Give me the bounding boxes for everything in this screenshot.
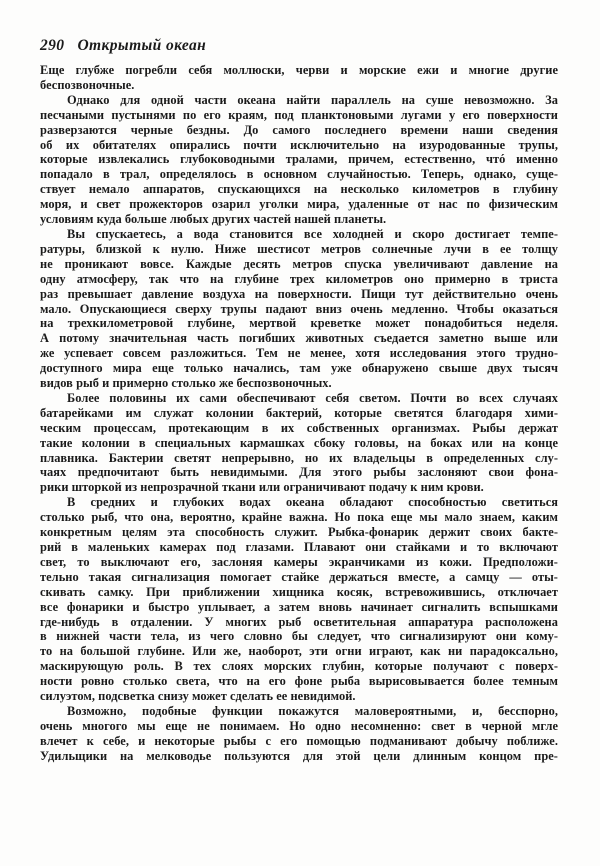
- text-line: влечет к себе, и некоторые рыбы с его помощью подманивают добычу поближе.: [40, 733, 558, 748]
- text-line: рий в маленьких камерах под глазами. Плавают они стайками и то включают: [40, 540, 558, 554]
- page-number: 290: [40, 37, 65, 54]
- text-line: ности ровно столько света, что на его фоне рыба вырисовывается более темным: [40, 674, 558, 689]
- text-line: об их обитателях опирались почти исключительно на изуродованные трупы,: [40, 137, 558, 152]
- page-body-text: [40, 63, 558, 764]
- text-line: Более половины их сами обеспечивают себя светом. Почти во всех случаях: [67, 390, 558, 405]
- text-line: тельно такая сигнализация помогает стайке держаться вместе, а самцу — оты-: [40, 569, 558, 584]
- text-line: плавника. Бактерии светят непрерывно, но их владельцы в определенных слу-: [40, 450, 558, 465]
- text-line: доступного мира еще только начались, там уже обнаружено свыше двух тысяч: [40, 361, 558, 376]
- text-line: рики шторкой из непрозрачной ткани или ограничивают подачу к ним крови.: [40, 480, 484, 495]
- text-line: чаях предпочитают быть невидимыми. Для этого рыбы заслоняют свои фона-: [40, 465, 558, 480]
- text-line: силуэтом, подсветка снизу может сделать ее невидимой.: [40, 689, 356, 704]
- text-line: свет, то выключают его, заслоняя камеры экранчиками из кожи. Предположи-: [40, 554, 558, 569]
- text-line: видов рыб и примерно столько же беспозвоночных.: [40, 376, 332, 391]
- text-line: которые извлекались глубоководными тралами, причем, естественно, чтó именно: [40, 152, 558, 167]
- text-line: раз превышает давление воздуха на поверхности. Пищи тут действительно очень: [40, 286, 558, 301]
- running-header: [40, 36, 558, 56]
- text-line: беспозвоночные.: [40, 77, 135, 92]
- text-line: все фонарики и быстро уплывает, а затем вновь начинает сигналить вспышками: [40, 599, 558, 614]
- text-line: на трехкилометровой глубине, мертвой креветке может понадобиться неделя.: [40, 316, 558, 331]
- text-line: маскирующую роль. В тех слоях морских глубин, которые получают с поверх-: [40, 659, 558, 674]
- text-line: песчаными пустынями по его краям, под планктоновыми лугами у его поверхности: [40, 107, 558, 122]
- chapter-title: Открытый океан: [77, 37, 207, 54]
- text-line: не проникают вовсе. Каждые десять метров спуска увеличивают давление на: [40, 256, 558, 271]
- text-line: Однако для одной части океана найти параллель на суше невозможно. За: [67, 92, 558, 107]
- text-line: где-нибудь в отдалении. У многих рыб осветительная аппаратура расположена: [40, 614, 558, 629]
- text-line: условиям куда больше любых других частей нашей планеты.: [40, 212, 387, 227]
- text-line: в нижней части тела, из чего словно бы следует, что сигнализируют они кому-: [40, 629, 558, 644]
- text-line: попадало в трал, определялось в основном случайностью. Теперь, однако, суще-: [40, 167, 558, 182]
- text-line: ческим процессам, протекающим в их собственных организмах. Рыбы держат: [40, 420, 558, 435]
- text-line: то на большой глубине. Или же, наоборот, эти огни играют, как ни парадоксально,: [40, 644, 558, 659]
- text-line: батарейками им служат колонии бактерий, которые светятся благодаря хими-: [40, 405, 558, 420]
- text-line: такие колонии в специальных кармашках сбоку головы, на боках или на конце: [40, 435, 558, 450]
- text-line: очень многого мы еще не понимаем. Но одно несомненно: свет в черной мгле: [40, 718, 558, 733]
- text-line: моря, и свет прожекторов озарил уголки мира, удаленные от нас по физическим: [40, 197, 558, 212]
- text-line: Возможно, подобные функции покажутся маловероятными, и, бесспорно,: [67, 703, 558, 718]
- text-line: ствует немало аппаратов, спускающихся на несколько километров в глубину: [40, 182, 558, 197]
- text-line: В средних и глубоких водах океана обладают способностью светиться: [67, 495, 558, 510]
- text-line: Еще глубже погребли себя моллюски, черви и морские ежи и многие другие: [40, 63, 558, 77]
- text-line: А потому значительная часть погибших животных съедается заметно выше или: [40, 331, 558, 346]
- text-line: ратуры, близкой к нулю. Ниже шестисот метров солнечные лучи в ее толщу: [40, 241, 558, 256]
- text-line: мало. Опускающиеся сверху трупы падают вниз очень медленно. Чтобы оказаться: [40, 301, 558, 316]
- text-line: Вы спускаетесь, а вода становится все холодней и скоро достигает темпе-: [67, 226, 558, 241]
- text-line: скивать самку. При приближении хищника косяк, встревожившись, отключает: [40, 584, 558, 599]
- text-line: же успевает совсем разложиться. Тем не менее, хотя исследования этого трудно-: [40, 346, 558, 361]
- text-line: Удильщики на мелководье пользуются для этой цели длинным концом пре-: [40, 748, 558, 763]
- text-line: разверзаются черные бездны. До самого последнего времени наши сведения: [40, 122, 558, 137]
- text-line: одну атмосферу, так что на глубине трех километров оно примерно в триста: [40, 271, 558, 286]
- text-line: столько рыб, что она, вероятно, крайне важна. Но пока еще мы мало знаем, каким: [40, 510, 558, 525]
- text-line: конкретным целям эта способность служит. Рыбка-фонарик держит своих бакте-: [40, 525, 558, 540]
